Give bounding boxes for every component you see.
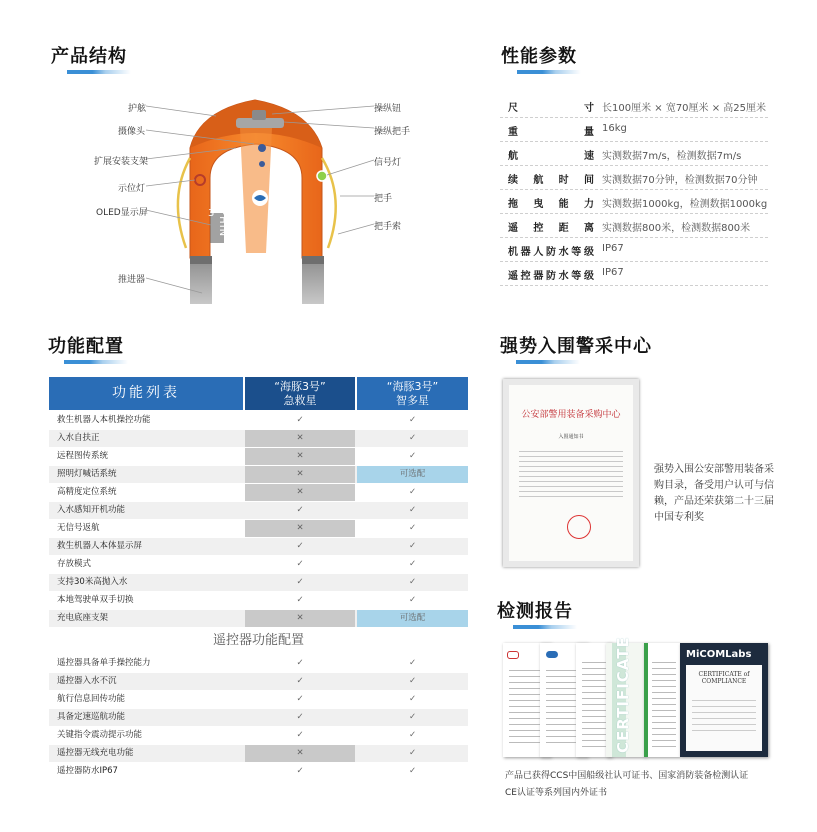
spec-key [508, 171, 594, 186]
spec-key-char: 控 [520, 271, 531, 282]
col2-value: ✓ [408, 676, 417, 686]
feature-name: 遥控器无线充电功能 [57, 748, 134, 758]
col2-value: ✓ [408, 415, 417, 425]
table-row [49, 691, 468, 708]
reports-caption-1: 产品已获得CCS中国船级社认可证书、国家消防装备检测认证 [505, 771, 749, 781]
spec-key-char: 遥 [508, 271, 518, 282]
title-underline [67, 70, 131, 74]
feature-name: 远程图传系统 [57, 451, 109, 461]
header-list-label: 功能列表 [112, 385, 180, 401]
spec-value: IP67 [602, 267, 624, 278]
col2-value: ✓ [408, 541, 417, 551]
col1-value: ✓ [296, 505, 304, 515]
col1-value: ✓ [296, 595, 304, 605]
label-knob: 操纵钮 [374, 104, 402, 114]
spec-key-char: 等 [571, 247, 582, 258]
feature-name: 具备定速巡航功能 [57, 712, 126, 722]
col1-value: ✕ [245, 745, 355, 762]
section-title-functions: 功能配置 [48, 336, 124, 357]
col1-value: ✕ [245, 430, 355, 447]
spec-key-char: 级 [583, 271, 594, 282]
micom-inner [686, 665, 762, 751]
col1-line1: “海豚3号” [274, 380, 326, 393]
col2-value: ✓ [408, 712, 417, 722]
col2-value: ✓ [408, 559, 417, 569]
spec-key-char: 间 [583, 175, 594, 186]
spec-row [500, 262, 768, 286]
feature-name: 入水自扶正 [57, 433, 100, 443]
table-row [49, 538, 468, 555]
cert-subtitle: 入围通知书 [558, 434, 584, 440]
hull-text: DOLPHIN [217, 185, 228, 238]
table-row [49, 556, 468, 573]
section-title-reports: 检测报告 [497, 601, 573, 622]
spec-key-char: 器 [533, 271, 544, 282]
spec-key-char: 器 [520, 247, 531, 258]
feature-name: 救生机器人本机操控功能 [57, 415, 151, 425]
col2-value: ✓ [408, 658, 417, 668]
cert-heading: 公安部警用装备采购中心 [521, 410, 621, 420]
spec-value: 长100厘米 × 宽70厘米 × 高25厘米 [602, 103, 767, 114]
procurement-description: 强势入围公安部警用装备采购目录，备受用户认可与信赖，产品还荣获第二十三届中国专利奖 [654, 464, 774, 523]
col1-value: ✓ [296, 577, 304, 587]
spec-key [508, 99, 594, 114]
spec-key-char: 拖 [508, 199, 518, 210]
col2-value: 可选配 [357, 610, 468, 627]
procurement-certificate [503, 379, 639, 567]
col2-line1: “海豚3号” [386, 380, 439, 393]
spec-row [500, 214, 768, 238]
spec-key-char: 时 [558, 175, 569, 186]
spec-key-char: 重 [508, 127, 518, 138]
spec-key-char: 人 [533, 247, 544, 258]
label-indicator: 示位灯 [118, 184, 146, 194]
table-row [49, 574, 468, 591]
spec-key-char: 防 [545, 247, 556, 258]
col1-value: ✓ [296, 658, 304, 668]
certificate-word: CERTIFICATE [614, 636, 632, 753]
table-row [49, 430, 468, 447]
col2-value: ✓ [408, 451, 417, 461]
spec-key [508, 147, 594, 162]
label-rope: 把手索 [374, 222, 402, 232]
spec-value: 实测数据1000kg，检测数据1000kg [602, 199, 768, 210]
spec-value: IP67 [602, 243, 624, 254]
table-row [49, 745, 468, 762]
spec-row [500, 238, 768, 262]
spec-value: 实测数据800米，检测数据800米 [602, 223, 751, 234]
table-row [49, 412, 468, 429]
title-underline [513, 625, 577, 629]
table-row [49, 673, 468, 690]
col2-value: ✓ [408, 523, 417, 533]
table-row [49, 484, 468, 501]
spec-row [500, 190, 768, 214]
feature-name: 救生机器人本体显示屏 [57, 541, 143, 551]
col2-line2: 智多星 [396, 394, 429, 407]
spec-key-char: 水 [558, 247, 569, 258]
label-handle: 把手 [374, 194, 393, 204]
col2-value: 可选配 [357, 466, 468, 483]
feature-name: 支持30米高抛入水 [57, 577, 128, 587]
spec-key-char: 遥 [508, 223, 518, 234]
spec-key-char: 航 [508, 151, 518, 162]
section-title-specs: 性能参数 [501, 46, 577, 67]
hull-number: 3 [208, 208, 215, 219]
spec-key-char: 曳 [533, 199, 544, 210]
spec-key-char: 控 [533, 223, 544, 234]
spec-key-char: 距 [558, 223, 569, 234]
table-row [49, 709, 468, 726]
spec-key-char: 能 [558, 199, 569, 210]
title-underline [517, 70, 581, 74]
spec-key [508, 219, 594, 234]
title-underline [64, 360, 128, 364]
spec-key-char: 航 [533, 175, 544, 186]
col1-value: ✕ [245, 520, 355, 537]
label-hull: 护舷 [128, 104, 147, 114]
spec-key-char: 寸 [584, 103, 594, 114]
spec-key-char: 续 [508, 175, 518, 186]
col2-value: ✓ [408, 577, 417, 587]
report-green [644, 643, 680, 757]
remote-subheading: 遥控器功能配置 [49, 629, 468, 653]
section-title-structure: 产品结构 [51, 46, 127, 67]
table-row [49, 592, 468, 609]
reports-caption-2: CE认证等系列国内外证书 [505, 788, 607, 798]
spec-row [500, 118, 768, 142]
feature-name: 关键指令震动提示功能 [57, 730, 143, 740]
spec-key-char: 级 [583, 247, 594, 258]
spec-key-char: 力 [583, 199, 594, 210]
signal-light [317, 171, 327, 181]
label-thruster: 推进器 [118, 275, 146, 285]
table-row [49, 520, 468, 537]
col1-value: ✕ [245, 466, 355, 483]
feature-name: 无信号返航 [57, 523, 100, 533]
spec-key-char: 离 [583, 223, 594, 234]
spec-key [508, 123, 594, 138]
col1-value: ✓ [296, 676, 304, 686]
col1-value: ✕ [245, 448, 355, 465]
feature-name: 入水感知开机功能 [57, 505, 126, 515]
col1-value: ✓ [296, 694, 304, 704]
table-row [49, 466, 468, 483]
col2-value: ✓ [408, 730, 417, 740]
section-title-procurement: 强势入围警采中心 [500, 336, 652, 357]
col2-value: ✓ [408, 748, 417, 758]
label-bracket: 扩展安装支架 [94, 157, 149, 167]
label-handlebar: 操纵把手 [374, 127, 411, 137]
spec-key-char: 机 [508, 247, 518, 258]
table-row [49, 727, 468, 744]
col1-value: ✓ [296, 541, 304, 551]
spec-key-char: 速 [584, 151, 594, 162]
spec-key-char: 水 [558, 271, 569, 282]
table-row [49, 502, 468, 519]
feature-name: 遥控器具备单手操控能力 [57, 658, 151, 668]
spec-value: 实测数据70分钟，检测数据70分钟 [602, 175, 758, 186]
spec-row [500, 94, 768, 118]
col2-value: ✓ [408, 433, 417, 443]
label-oled: OLED显示屏 [96, 208, 148, 218]
table-row [49, 655, 468, 672]
col1-line2: 急救星 [283, 394, 317, 407]
spec-key-char: 防 [545, 271, 556, 282]
header-col1 [245, 377, 355, 410]
handle-rope [178, 158, 190, 248]
table-row [49, 763, 468, 780]
spec-row [500, 142, 768, 166]
spec-key [508, 195, 594, 210]
label-signal: 信号灯 [374, 158, 402, 168]
camera-dot [258, 144, 266, 152]
col2-value: ✓ [408, 766, 417, 776]
col2-value: ✓ [408, 694, 417, 704]
col1-value: ✓ [296, 766, 304, 776]
compliance-title: CERTIFICATE of COMPLIANCE [698, 671, 750, 685]
spec-value: 实测数据7m/s，检测数据7m/s [602, 151, 742, 162]
col1-value: ✓ [296, 730, 304, 740]
col1-value: ✓ [296, 559, 304, 569]
cert-seal [567, 515, 591, 539]
feature-name: 遥控器入水不沉 [57, 676, 117, 686]
spec-key-char: 等 [571, 271, 582, 282]
feature-name: 航行信息回传功能 [57, 694, 126, 704]
col2-value: ✓ [408, 505, 417, 515]
spec-row [500, 166, 768, 190]
title-underline [516, 360, 580, 364]
spec-key-char: 尺 [508, 103, 518, 114]
col1-value: ✕ [245, 610, 355, 627]
spec-key-char: 量 [584, 127, 594, 138]
col2-value: ✓ [408, 595, 417, 605]
table-row [49, 448, 468, 465]
col1-value: ✓ [296, 415, 304, 425]
report-micom [680, 643, 768, 757]
table-row [49, 610, 468, 627]
cert-body-lines [519, 447, 623, 499]
feature-name: 照明灯喊话系统 [57, 469, 117, 479]
feature-name: 存放模式 [57, 559, 92, 569]
feature-name: 充电底座支架 [57, 613, 109, 623]
col2-value: ✓ [408, 487, 417, 497]
spec-key [508, 243, 594, 258]
header-col2 [357, 377, 468, 410]
label-camera: 摄像头 [118, 127, 146, 137]
col1-value: ✓ [296, 712, 304, 722]
header-function-list [49, 377, 243, 410]
feature-name: 高精度定位系统 [57, 487, 117, 497]
feature-name: 本地驾驶单双手切换 [57, 595, 134, 605]
report-certificate [606, 636, 646, 757]
col1-value: ✕ [245, 484, 355, 501]
spec-key [508, 267, 594, 282]
feature-name: 遥控器防水IP67 [57, 766, 118, 776]
micom-logo: MiCOMLabs [686, 649, 752, 660]
spec-value: 16kg [602, 123, 627, 134]
